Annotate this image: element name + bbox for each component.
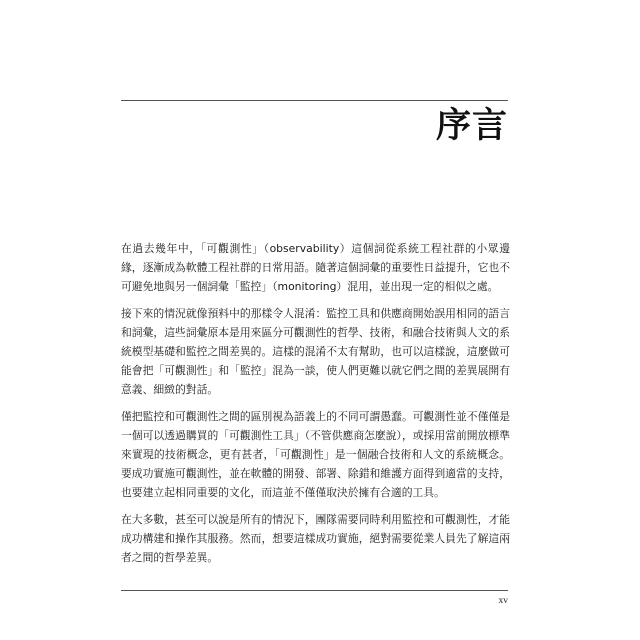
paragraph-3: 僅把監控和可觀測性之間的區別視為語義上的不同可謂愚蠢。可觀測性並不僅僅是一個可以透過購買的「可觀測性工具」（不管供應商怎麼說），或採用當前開放標準來實現的技術概念，更有甚者，「可觀測性」是一個融合技術和人文的系統概念。要成功實施可觀測性，並在軟體的開發、部署、除錯和維護方面得到適當的支持，也要建立起相同重要的文化，而這並不僅僅取決於擁有合適的工具。 — [121, 410, 510, 499]
paragraph-4: 在大多數，甚至可以說是所有的情況下，團隊需要同時利用監控和可觀測性，才能成功構建和操作其服務。然而，想要這樣成功實施，絕對需要從業人員先了解這兩者之間的哲學差異。 — [121, 513, 510, 564]
page-number: xv — [498, 596, 508, 606]
footer-rule — [121, 590, 508, 591]
paragraph-2: 接下來的情況就像預料中的那樣令人混淆：監控工具和供應商開始誤用相同的語言和詞彙，這些詞彙原本是用來區分可觀測性的哲學、技術，和融合技術與人文的系統模型基礎和監控之間差異的。這樣的混淆不太有幫助，也可以這樣說，這麼做可能會把「可觀測性」和「監控」混為一談，使人們更難以就它們之間的差異展開有意義、細緻的對話。 — [121, 307, 510, 396]
page-title: 序言 — [435, 106, 508, 146]
paragraph-1: 在過去幾年中，「可觀測性」（observability）這個詞從系統工程社群的小眾邊緣，逐漸成為軟體工程社群的日常用語。隨著這個詞彙的重要性日益提升，它也不可避免地與另一個詞彙「監控」（monitoring）混用，並出現一定的相似之處。 — [121, 242, 510, 293]
body-text — [121, 239, 510, 575]
header-rule — [121, 100, 508, 101]
